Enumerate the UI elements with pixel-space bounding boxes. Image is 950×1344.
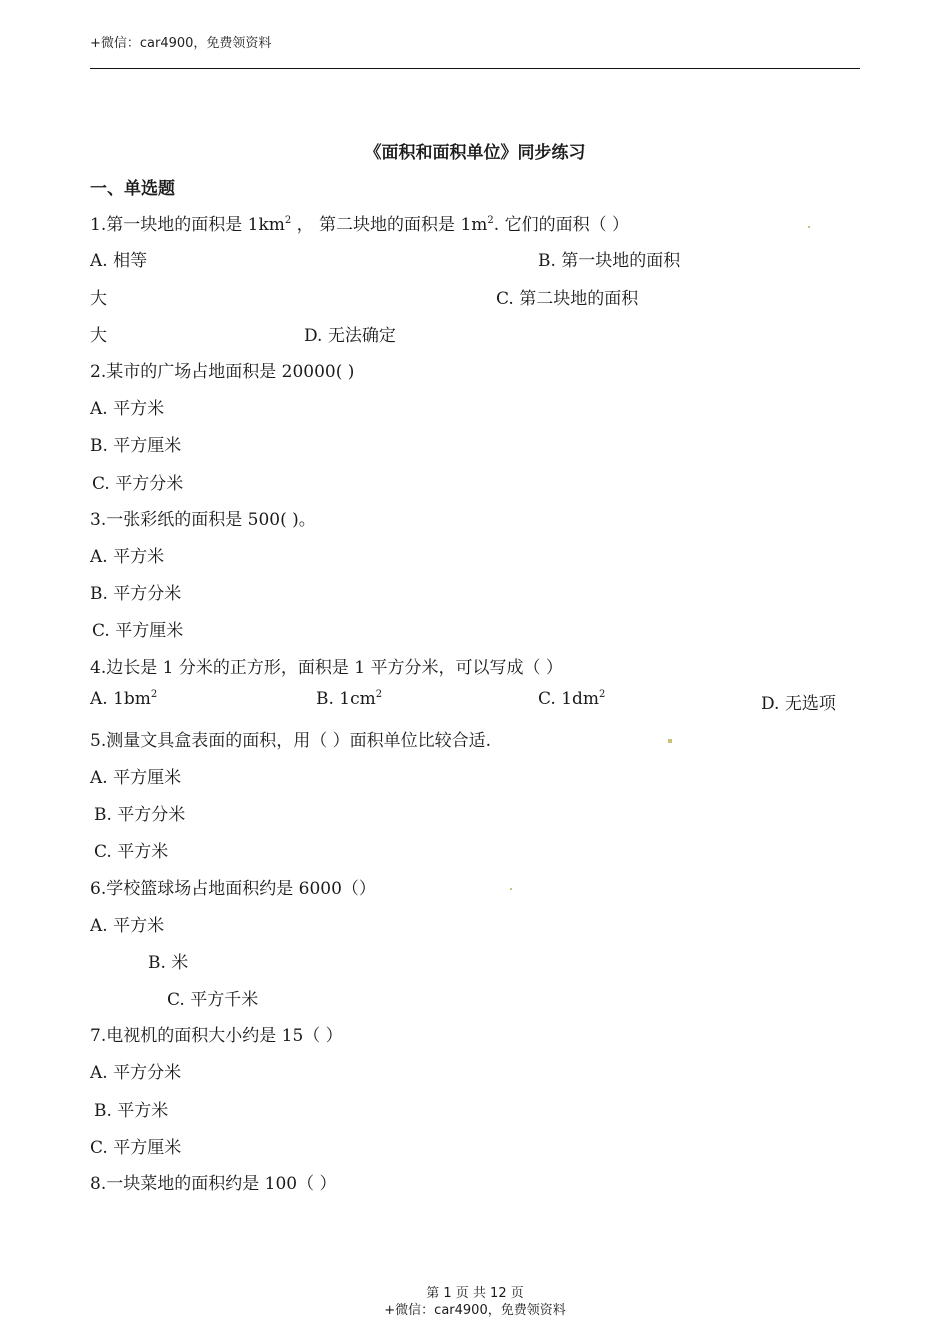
question-5-option-b: B. 平方分米: [94, 805, 186, 825]
speck-mark: [668, 739, 672, 743]
question-2-option-b: B. 平方厘米: [90, 436, 182, 456]
question-1-option-b: B. 第一块地的面积: [538, 251, 681, 271]
question-1-option-c-cont: 大: [90, 326, 107, 346]
question-4-option-d: D. 无选项: [761, 694, 836, 714]
question-2-stem: 2.某市的广场占地面积是 20000( ): [90, 362, 355, 382]
question-3-option-c: C. 平方厘米: [92, 621, 184, 641]
question-3-stem: 3.一张彩纸的面积是 500( )。: [90, 510, 316, 530]
question-2-option-c: C. 平方分米: [92, 474, 184, 494]
question-1-option-a: A. 相等: [90, 251, 148, 271]
question-7-option-c: C. 平方厘米: [90, 1138, 182, 1158]
question-6-option-a: A. 平方米: [90, 916, 165, 936]
question-4-option-b: B. $1cm^2$: [316, 689, 383, 709]
question-1-option-c: C. 第二块地的面积: [496, 289, 639, 309]
question-6-option-c: C. 平方千米: [167, 990, 259, 1010]
question-7-option-b: B. 平方米: [94, 1101, 169, 1121]
header-rule: [90, 68, 860, 69]
question-7-option-a: A. 平方分米: [90, 1063, 182, 1083]
question-4-stem: 4.边长是 1 分米的正方形，面积是 1 平方分米，可以写成（ ）: [90, 658, 563, 678]
question-6-option-b: B. 米: [148, 953, 189, 973]
question-5-option-c: C. 平方米: [94, 842, 169, 862]
question-1-stem: 1.第一块地的面积是 $1km^2$ ， 第二块地的面积是 $1m^2$. 它们的面积（ ）: [90, 215, 629, 235]
question-1-option-d: D. 无法确定: [304, 326, 396, 346]
speck-mark: [808, 226, 810, 228]
question-3-option-a: A. 平方米: [90, 547, 165, 567]
question-4-option-a: A. $1bm^2$: [90, 689, 158, 709]
header-text: +微信：car4900，免费领资料: [90, 36, 272, 51]
question-7-stem: 7.电视机的面积大小约是 15（ ）: [90, 1026, 343, 1046]
question-6-stem: 6.学校篮球场占地面积约是 6000（）: [90, 879, 376, 899]
page-number: 第 1 页 共 12 页: [426, 1286, 524, 1301]
question-2-option-a: A. 平方米: [90, 399, 165, 419]
speck-mark: [510, 888, 512, 890]
section-heading: 一、单选题: [90, 179, 175, 199]
question-5-option-a: A. 平方厘米: [90, 768, 182, 788]
footer-text: +微信：car4900，免费领资料: [384, 1303, 566, 1318]
question-8-stem: 8.一块菜地的面积约是 100（ ）: [90, 1174, 337, 1194]
question-5-stem: 5.测量文具盒表面的面积，用（ ）面积单位比较合适.: [90, 731, 492, 751]
question-3-option-b: B. 平方分米: [90, 584, 182, 604]
page-title: 《面积和面积单位》同步练习: [364, 143, 586, 163]
question-1-option-b-cont: 大: [90, 289, 107, 309]
question-4-option-c: C. $1dm^2$: [538, 689, 606, 709]
